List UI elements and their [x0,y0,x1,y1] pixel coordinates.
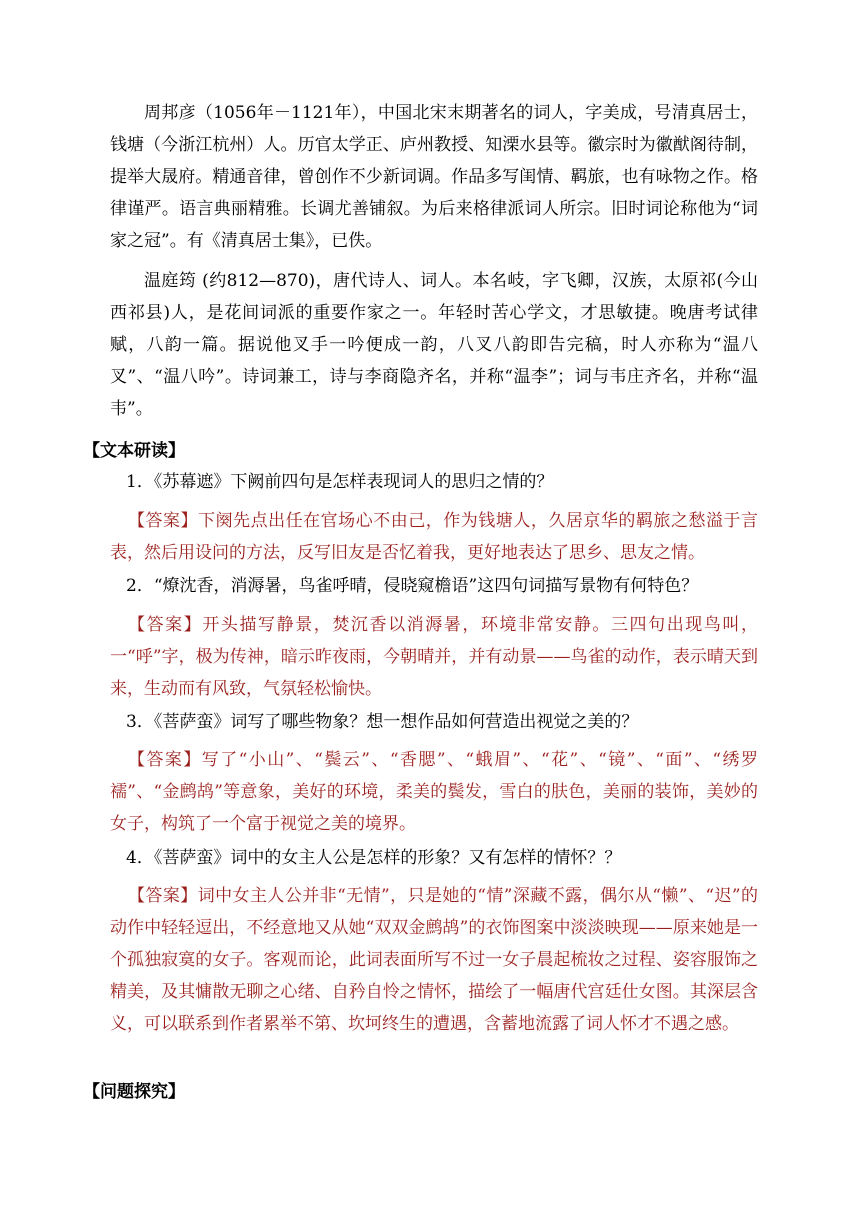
answer-tag: 【答案】 [128,886,198,906]
answer-tag: 【答案】 [128,615,203,635]
answer-1 [110,505,758,569]
answer-tag: 【答案】 [128,750,202,770]
answer-text: 写了“小山”、“鬓云”、“香腮”、“蛾眉”、“花”、“镜”、“面”、“绣罗襦”、“金鹧鸪”等意象，美好的环境，柔美的鬓发，雪白的肤色，美丽的装饰，美妙的女子，构筑了一个富于视觉之美的境界。 [110,750,758,834]
answer-2 [110,609,758,705]
question-3: 3．《菩萨蛮》词写了哪些物象？想一想作品如何营造出视觉之美的？ [126,712,639,732]
question-2: 2．“燎沈香，消溽暑，鸟雀呼晴，侵晓窥檐语”这四句词描写景物有何特色？ [126,576,699,596]
section-heading-problem-inquiry: 【问题探究】 [83,1082,185,1102]
bio-wen-tingyun: 温庭筠 (约812—870)，唐代诗人、词人。本名岐，字飞卿，汉族，太原祁(今山西祁县)人，是花间词派的重要作家之一。年轻时苦心学文，才思敏捷。晚唐考试律赋，八韵一篇。据说他叉手一吟便成一韵，八叉八韵即告完稿，时人亦称为“温八叉”、“温八吟”。诗词兼工，诗与李商隐齐名，并称“温李”；词与韦庄齐名，并称“温韦”。 [110,271,758,419]
question-4: 4．《菩萨蛮》词中的女主人公是怎样的形象？又有怎样的情怀？？ [126,848,622,868]
answer-text: 下阕先点出任在官场心不由己，作为钱塘人，久居京华的羁旅之愁溢于言表，然后用设问的方法，反写旧友是否忆着我，更好地表达了思乡、思友之情。 [110,511,759,563]
answer-tag: 【答案】 [128,511,199,531]
answer-3 [110,744,758,840]
answer-text: 开头描写静景，焚沉香以消溽暑，环境非常安静。三四句出现鸟叫，一“呼”字，极为传神，暗示昨夜雨，今朝晴并，并有动景——鸟雀的动作，表示晴天到来，生动而有风致，气氛轻松愉快。 [110,615,759,699]
section-heading-text-study: 【文本研读】 [83,441,185,461]
bio-zhou-bangyan: 周邦彦（1056年－1121年），中国北宋末期著名的词人，字美成，号清真居士，钱塘（今浙江杭州）人。历官太学正、庐州教授、知溧水县等。徽宗时为徽猷阁待制，提举大晟府。精通音律，曾创作不少新词调。作品多写闺情、羁旅，也有咏物之作。格律谨严。语言典丽精雅。长调尤善铺叙。为后来格律派词人所宗。旧时词论称他为“词家之冠”。有《清真居士集》，已佚。 [110,103,758,251]
answer-4 [110,880,758,1040]
answer-text: 词中女主人公并非“无情”，只是她的“情”深藏不露，偶尔从“懒”、“迟”的动作中轻轻逗出，不经意地又从她“双双金鹧鸪”的衣饰图案中淡淡映现——原来她是一个孤独寂寞的女子。客观而论，此词表面所写不过一女子晨起梳妆之过程、姿容服饰之精美，及其慵散无聊之心绪、自矜自怜之情怀，描绘了一幅唐代宫廷仕女图。其深层含义，可以联系到作者累举不第、坎坷终生的遭遇，含蓄地流露了词人怀才不遇之感。 [110,886,759,1034]
question-1: 1．《苏幕遮》下阙前四句是怎样表现词人的思归之情的？ [126,472,554,492]
